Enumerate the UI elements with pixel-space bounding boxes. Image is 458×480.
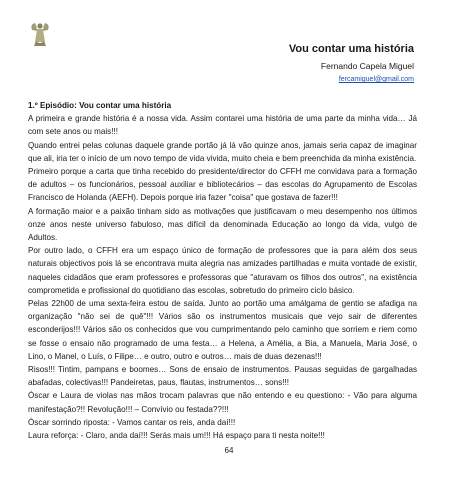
paragraph: Risos!!! Tintim, pampans e boomes… Sons de ensaio de instrumentos. Pausas seguidas de gargalhadas abafadas, colectivas!!! Pandeiretas, paus, flautas, instrumentos… sons!!!	[28, 365, 417, 388]
paragraph: Quando entrei pelas colunas daquele grande portão já lá vão quinze anos, jamais seria capaz de imaginar que ali, iria ter o início de um novo tempo de vida vivida, muito cheia e bem preenchida da minha existência.	[28, 140, 417, 163]
paragraph: Laura reforça: - Claro, anda daí!!! Serás mais um!!! Há espaço para ti nesta noite!!!	[28, 431, 325, 441]
paragraph: Óscar sorrindo riposta: - Vamos cantar os reis, anda daí!!!	[28, 417, 236, 427]
paragraph: Por outro lado, o CFFH era um espaço único de formação de professores que ia para além dos seus naturais objectivos pois lá se encontrava muita alegria nas amizades partilhadas e muita vontade de existir, naqueles cidadãos que eram professores e professoras que "aturavam os filhos dos outros", na existência comprometida e profissional do quotidiano das escolas, sobretudo do primeiro ciclo básico.	[28, 246, 417, 295]
author-email-link[interactable]: fercamiguel@gmail.com	[338, 76, 414, 83]
author-name: Fernando Capela Miguel	[320, 61, 414, 71]
paragraph: A primeira e grande história é a nossa vida. Assim contarei uma história de uma parte da minha vida… Já com sete anos ou mais!!!	[28, 114, 417, 137]
page-number: 64	[224, 446, 234, 455]
document-body	[28, 99, 417, 442]
paragraph: Pelas 22h00 de uma sexta-feira estou de saída. Junto ao portão uma amálgama de gentio se afadiga na organização "não sei de quê"!!! Vários são os instrumentos musicais que vejo sair de diferentes esconderijos!!! Vários são os conhecidos que vou cumprimentando pelo caminho que sorriem e riem como se fosse o ensaio não programado de uma festa… a Helena, a Amélia, a Bia, a Manuela, Maria José, o Lino, o Manel, o Luís, o Filipe… e outro, outro e outros… mais de duas dezenas!!!	[28, 299, 417, 361]
document-title: Vou contar uma história	[288, 43, 414, 55]
episode-heading: 1.º Episódio: Vou contar uma história	[28, 101, 172, 110]
paragraph: A formação maior e a paixão tinham sido as motivações que justificavam o meu desempenho nos últimos onze anos neste universo fabuloso, mas difícil da denominada Educação ao longo da vida, vulgo de Adultos.	[28, 206, 417, 243]
document-header	[289, 43, 414, 83]
paragraph: Primeiro porque a carta que tinha recebido do presidente/director do CFFH me convidava para a formação de adultos – os funcionários, pessoal auxiliar e bibliotecários – das escolas do Agrupamento de Escolas Francisco de Holanda (AEFH). Depois porque iria fazer "coisa" que gostava de fazer!!!	[28, 167, 417, 203]
angel-logo-icon	[28, 20, 52, 48]
paragraph: Óscar e Laura de violas nas mãos trocam palavras que não entendo e eu questiono: - Vão para alguma manifestação?!! Revolução!!! – Convívio ou festada??!!!	[28, 391, 417, 414]
